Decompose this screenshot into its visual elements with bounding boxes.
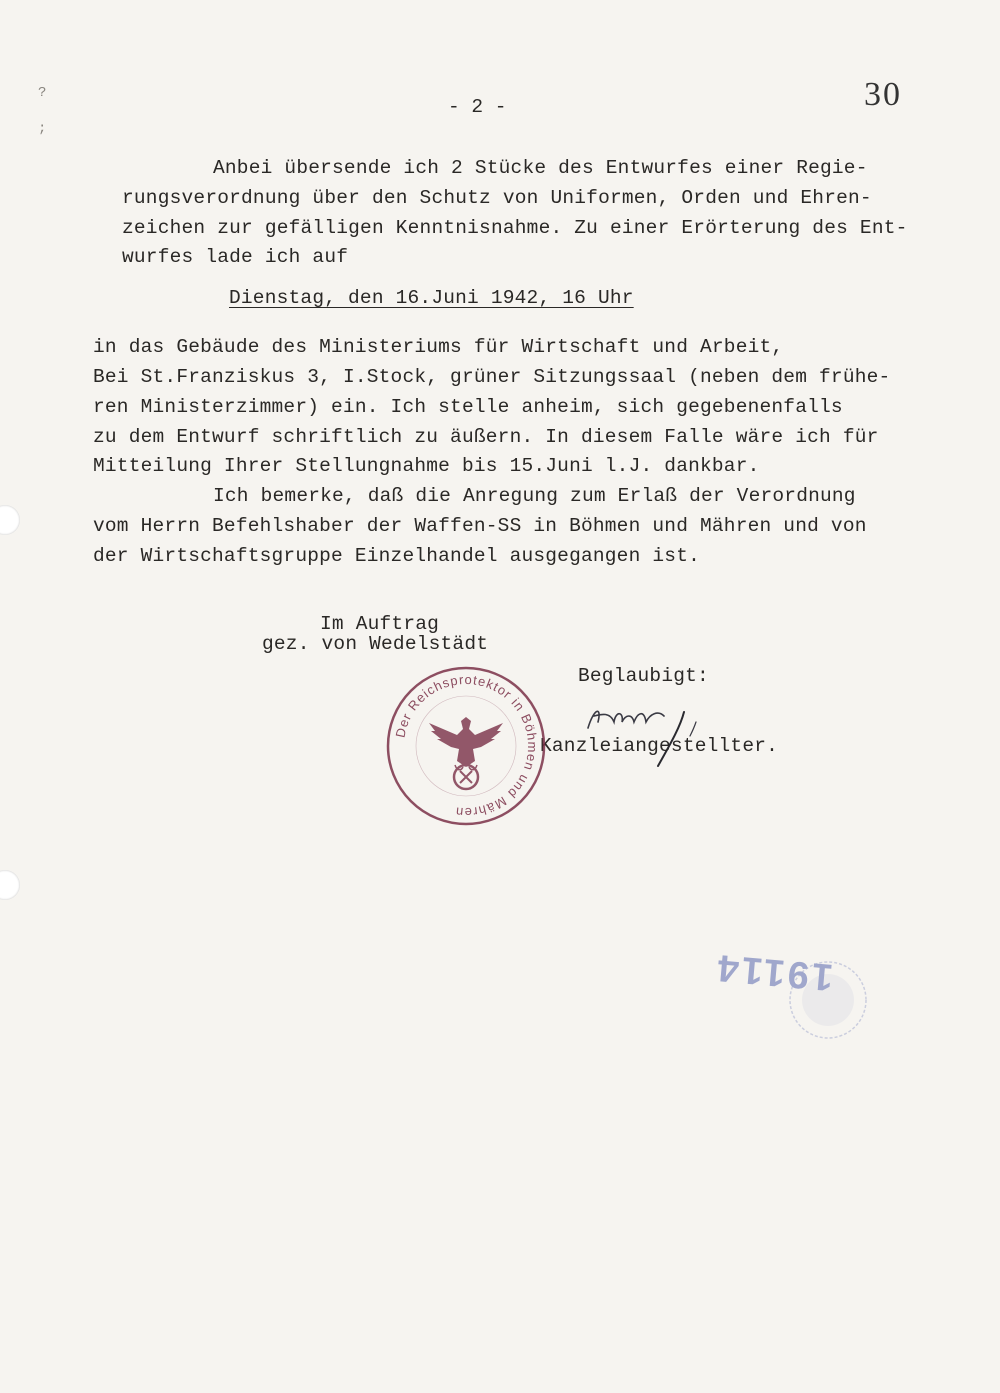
clerk-title: Kanzleiangestellter. xyxy=(540,735,779,757)
body-line: in das Gebäude des Ministeriums für Wirtschaft und Arbeit, xyxy=(93,336,784,358)
closing-signature: gez. von Wedelstädt xyxy=(262,633,489,655)
body-line: zeichen zur gefälligen Kenntnisnahme. Zu einer Erörterung des Ent- xyxy=(122,217,908,239)
punch-hole xyxy=(0,505,20,535)
body-line: vom Herrn Befehlshaber der Waffen-SS in Böhmen und Mähren und von xyxy=(93,515,867,537)
body-line: Bei St.Franziskus 3, I.Stock, grüner Sitzungssaal (neben dem frühe- xyxy=(93,366,891,388)
eagle-icon xyxy=(429,717,503,789)
folio-number: 30 xyxy=(864,76,902,113)
body-line: Ich bemerke, daß die Anregung zum Erlaß der Verordnung xyxy=(213,485,856,507)
archive-stamp xyxy=(700,890,900,1080)
body-line: Anbei übersende ich 2 Stücke des Entwurfes einer Regie- xyxy=(213,157,868,179)
closing-line: Im Auftrag xyxy=(320,613,440,635)
page-number: - 2 - xyxy=(448,96,507,118)
punch-hole xyxy=(0,870,20,900)
body-line: ren Ministerzimmer) ein. Ich stelle anheim, sich gegebenenfalls xyxy=(93,396,843,418)
meeting-date: Dienstag, den 16.Juni 1942, 16 Uhr xyxy=(229,287,634,309)
margin-marks: ? ; xyxy=(38,85,47,137)
certified-label: Beglaubigt: xyxy=(578,665,709,687)
seal-text: Der Reichsprotektor in Böhmen und Mähren xyxy=(392,671,541,821)
body-line: rungsverordnung über den Schutz von Uniformen, Orden und Ehren- xyxy=(122,187,872,209)
official-seal-stamp xyxy=(385,665,547,827)
archive-number: 19114 xyxy=(713,945,835,999)
body-line: der Wirtschaftsgruppe Einzelhandel ausgegangen ist. xyxy=(93,545,700,567)
body-line: zu dem Entwurf schriftlich zu äußern. In diesem Falle wäre ich für xyxy=(93,426,879,448)
body-line: Mitteilung Ihrer Stellungnahme bis 15.Juni l.J. dankbar. xyxy=(93,455,760,477)
body-line: wurfes lade ich auf xyxy=(122,246,349,268)
